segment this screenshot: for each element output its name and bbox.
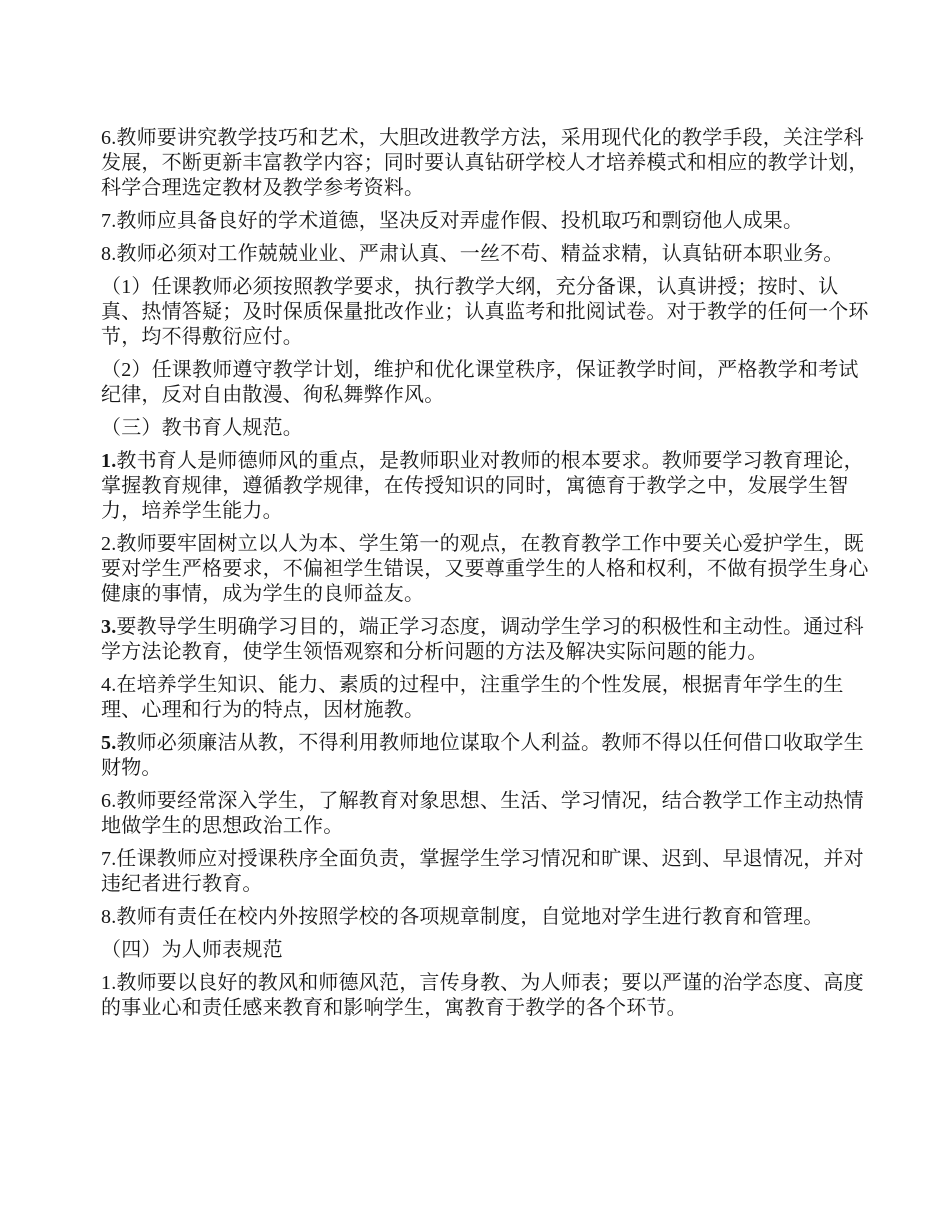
paragraph-text: （1）任课教师必须按照教学要求，执行教学大纲，充分备课，认真讲授；按时、认真、热情答疑；及时保质保量批改作业；认真监考和批阅试卷。对于教学的任何一个环节，均不得敷衍应付。 xyxy=(101,276,869,348)
paragraph xyxy=(101,126,870,201)
paragraph-text: 6.教师要经常深入学生，了解教育对象思想、生活、学习情况，结合教学工作主动热情地做学生的思想政治工作。 xyxy=(101,790,864,837)
paragraph-text: 1.教师要以良好的教风和师德风范，言传身教、为人师表；要以严谨的治学态度、高度的事业心和责任感来教育和影响学生，寓教育于教学的各个环节。 xyxy=(101,972,864,1019)
paragraph-text: （2）任课教师遵守教学计划，维护和优化课堂秩序，保证教学时间，严格教学和考试纪律，反对自由散漫、徇私舞弊作风。 xyxy=(101,359,859,406)
paragraph-text: （四）为人师表规范 xyxy=(101,939,283,961)
paragraph-text: 7.任课教师应对授课秩序全面负责，掌握学生学习情况和旷课、迟到、早退情况，并对违纪者进行教育。 xyxy=(101,848,864,895)
paragraph xyxy=(101,209,870,234)
paragraph-text: 要教导学生明确学习目的，端正学习态度，调动学生学习的积极性和主动性。通过科学方法论教育，使学生领悟观察和分析问题的方法及解决实际问题的能力。 xyxy=(101,616,864,663)
paragraph xyxy=(101,358,870,408)
paragraph-text: 8.教师必须对工作兢兢业业、严肃认真、一丝不苟、精益求精，认真钻研本职业务。 xyxy=(101,243,844,265)
paragraph-text: 7.教师应具备良好的学术道德，坚决反对弄虚作假、投机取巧和剽窃他人成果。 xyxy=(101,210,804,232)
paragraph-text: 6.教师要讲究教学技巧和艺术，大胆改进教学方法，采用现代化的教学手段，关注学科发展，不断更新丰富教学内容；同时要认真钻研学校人才培养模式和相应的教学计划，科学合理选定教材及教学参考资料。 xyxy=(101,127,869,199)
paragraph-text: 4.在培养学生知识、能力、素质的过程中，注重学生的个性发展，根据青年学生的生理、心理和行为的特点，因材施教。 xyxy=(101,674,844,721)
paragraph xyxy=(101,532,870,607)
paragraph xyxy=(101,971,870,1021)
paragraph xyxy=(101,416,870,441)
paragraph-number-bold: 3. xyxy=(101,616,117,638)
paragraph-text: 教书育人是师德师风的重点，是教师职业对教师的根本要求。教师要学习教育理论，掌握教育规律，遵循教学规律，在传授知识的同时，寓德育于教学之中，发展学生智力，培养学生能力。 xyxy=(101,450,864,522)
paragraph xyxy=(101,275,870,350)
paragraph xyxy=(101,449,870,524)
paragraph xyxy=(101,847,870,897)
paragraph-text: （三）教书育人规范。 xyxy=(101,417,303,439)
paragraph-number-bold: 1. xyxy=(101,450,117,472)
paragraph-text: 8.教师有责任在校内外按照学校的各项规章制度，自觉地对学生进行教育和管理。 xyxy=(101,906,824,928)
paragraph xyxy=(101,242,870,267)
paragraph-text: 教师必须廉洁从教，不得利用教师地位谋取个人利益。教师不得以任何借口收取学生财物。 xyxy=(101,732,864,779)
paragraph xyxy=(101,789,870,839)
paragraph xyxy=(101,615,870,665)
paragraph xyxy=(101,731,870,781)
paragraph-text: 2.教师要牢固树立以人为本、学生第一的观点，在教育教学工作中要关心爱护学生，既要对学生严格要求，不偏袒学生错误，又要尊重学生的人格和权利，不做有损学生身心健康的事情，成为学生的良师益友。 xyxy=(101,533,869,605)
paragraph xyxy=(101,938,870,963)
paragraph-list xyxy=(101,126,870,1021)
paragraph xyxy=(101,905,870,930)
paragraph xyxy=(101,673,870,723)
paragraph-number-bold: 5. xyxy=(101,732,117,754)
